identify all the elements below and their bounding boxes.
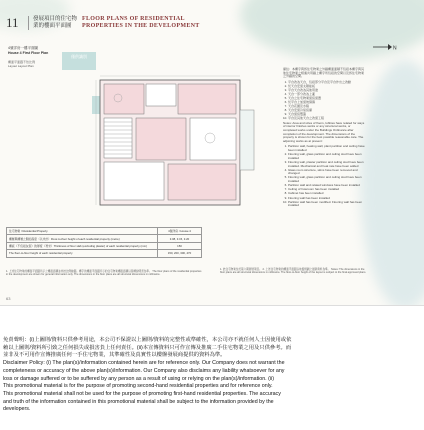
page-header (6, 8, 200, 38)
note-item: 1. Partition wall, heating wall, plant partition and ceiling have been installed (288, 145, 365, 152)
floor-label-zh: 4號洋房一樓平面圖 (8, 46, 38, 50)
note-item: 2. 於天台安裝太陽能板 (288, 85, 365, 89)
disclaimer-en-line: and truth of the information contained in this promotional material shall be subject to the information provided by the (3, 398, 274, 405)
scale-note-zh: 樓面平面圖不依比例 (8, 60, 36, 64)
scale-note (8, 60, 35, 68)
table-row (7, 250, 202, 257)
note-item: 4. 天台一部分改為上蓋 (288, 93, 365, 97)
table-row (7, 242, 202, 249)
title-english-line1: FLOOR PLANS OF RESIDENTIAL (82, 15, 185, 22)
identification-stamp: 僅供識別 (62, 52, 96, 70)
corner-page-number: 63 (6, 296, 11, 301)
note-item: 6. 於平台上加裝玻璃幕 (288, 101, 365, 105)
north-arrow-icon (372, 42, 398, 52)
disclaimer-en-line: This promotional material shall not be used for the purpose of promoting first-hand residential properties. The accuracy (3, 390, 281, 397)
table-row (7, 235, 202, 242)
property-spec-table (6, 227, 202, 258)
right-notes: 1. 此住宅物業位於第六期發展項目。 2. 上述住宅物業的樓面平面圖以地盤規劃之最新資料為準。 Notes: The dimensions in the floor plans are all structural dimensions in millimetre. The floor-to-floor height of the layout is subject to the final approved plans. (220, 268, 367, 275)
disclaimer-zh-line: 免責聲明：(i)上圖則/資料只供參考用途，本公司不保證以上圖則/資料的完整性或準確性，本公司亦不就任何人士因使用或依 (3, 337, 292, 343)
disclaimer-en-line: completeness or accuracy of the above plan(s)/information. Our Company also disclaims any liability whatsoever for any (3, 367, 285, 374)
notes-intro-en: Notes: Area and sizes of floors, lobbies have related for ways of interior finishes works or any structural works, or completed works under the Buildings Ordinance after completion of the development. The dimensions of the property is shown for the best possible reasonable care. The adjoining works as at present: (283, 120, 365, 144)
disclaimer-zh-line: 賴以上圖則/資料所引致之任何損失或損害負上任何責任。(ii)本宣傳資料只可作宣傳及推廣二手住宅物業之用及只供參考。而 (3, 344, 292, 351)
floor-label-en: House 4 First Floor Plan (8, 51, 49, 55)
note-item: 2. Flooring wall, glass partition and ceiling stud have been installed (288, 153, 365, 160)
note-item: 3. 平台天台改為其他用途 (288, 89, 365, 93)
note-item: 8. 天台安裝冷氣設備 (288, 109, 365, 113)
note-item: 10. 平台及其他天台之改裝工程 (288, 117, 365, 121)
note-item: 3. Flooring wall, plaster partition and ceiling stud have been installed. Mechanical and heat rate have been added (288, 161, 365, 168)
note-item: 4. Glass room structure, skins have been removed and changed (288, 169, 365, 176)
note-item: 10. Partition wall has been modified. Flooring wall has been installed (288, 201, 365, 208)
title-english (82, 16, 200, 31)
title-english-line2: PROPERTIES IN THE DEVELOPMENT (82, 23, 200, 29)
note-item: 9. Flooring wall has been installed (288, 197, 365, 201)
title-chinese: 發展項目的住宅物業的樓面平面圖 (28, 16, 78, 30)
note-item: 8. Cabinet has been installed (288, 192, 365, 196)
note-item: 7. 天台花園及水箱 (288, 105, 365, 109)
table-cell: 住宅物業 / Residential Property (7, 228, 158, 235)
floor-plan-drawing (70, 70, 270, 220)
table-cell: 150, 200, 300, 470 (158, 250, 202, 257)
notes-list-zh (283, 81, 365, 122)
note-item: 1. 平台改為天台，包括部分平台及平台作出之改動 (288, 81, 365, 85)
notes-intro-zh: 備註：本樓宇與該住宅物業之外牆樓面面積不包括本樓宇與其他住宅物業之相連共用牆上樓宇所包括的空間以及該住宅物業之外牆的空間。 (283, 67, 365, 79)
table-cell: The floor-to-floor height of each residential property (7, 250, 158, 257)
scale-note-en: Layout Layout Plan (8, 64, 34, 68)
table-cell: 150 (158, 242, 202, 249)
note-item: 7. Ceiling of hoteroom has been installed (288, 188, 365, 192)
note-item: 9. 天台裝設簷篷 (288, 113, 365, 117)
table-row (7, 228, 202, 235)
note-item: 6. Partition wall and related windows have been installed (288, 184, 365, 188)
page-number: 11 (6, 15, 19, 30)
table-cell: 4號洋房 / House 4 (158, 228, 202, 235)
floor-label (8, 46, 48, 56)
note-item: 5. Flooring wall, glass partition and ceiling stud have been installed (288, 176, 365, 183)
disclaimer-en-line: This promotional material is for the purpose of promoting second-hand residential properties and for reference only. (3, 383, 273, 390)
disclaimer-en-line: Disclaimer Policy: (i) The plan(s)/information contained herein are for reference only. Our Company does not warrant the (3, 360, 285, 367)
plan-notes (283, 68, 365, 208)
table-cell: 樓層與樓層之間的高度（以米計）Floor-to-floor height of each residential property (metre) (7, 235, 158, 242)
notes-list-en (283, 145, 365, 208)
bottom-notes: 1. 上述住宅物業的樓面平面圖所示之樓面面積並非按比例繪圖。樓宇的樓面平面圖所示的住宅物業樓面面積以售樓說明書為準。 The floor plans of the residential properties in the development are shown for general information only. The dimensions in the floor plans are all structural dimensions in millimetre. (6, 270, 202, 277)
table-cell: 樓板（不包括灰泥）的厚度（毫米）Thickness of floor slab (excluding plaster) of each residential property (mm) (7, 242, 158, 249)
table-cell: 3.08, 3.15, 3.20 (158, 235, 202, 242)
disclaimer-en-line: developers. (3, 406, 31, 413)
svg-text:N: N (393, 45, 397, 52)
disclaimer-zh-line: 並非及不可用作宣傳推廣任何一手住宅物業，其準確性及真實性以樓盤發展商提供的資料為準。 (3, 352, 226, 359)
disclaimer-en-line: loss or damage suffered or to be suffered by any person as a result of using or relying on the plan(s)/information. (ii) (3, 375, 274, 382)
disclaimer (3, 337, 419, 414)
note-item: 5. 天台之住宅物業裝設裝置 (288, 97, 365, 101)
